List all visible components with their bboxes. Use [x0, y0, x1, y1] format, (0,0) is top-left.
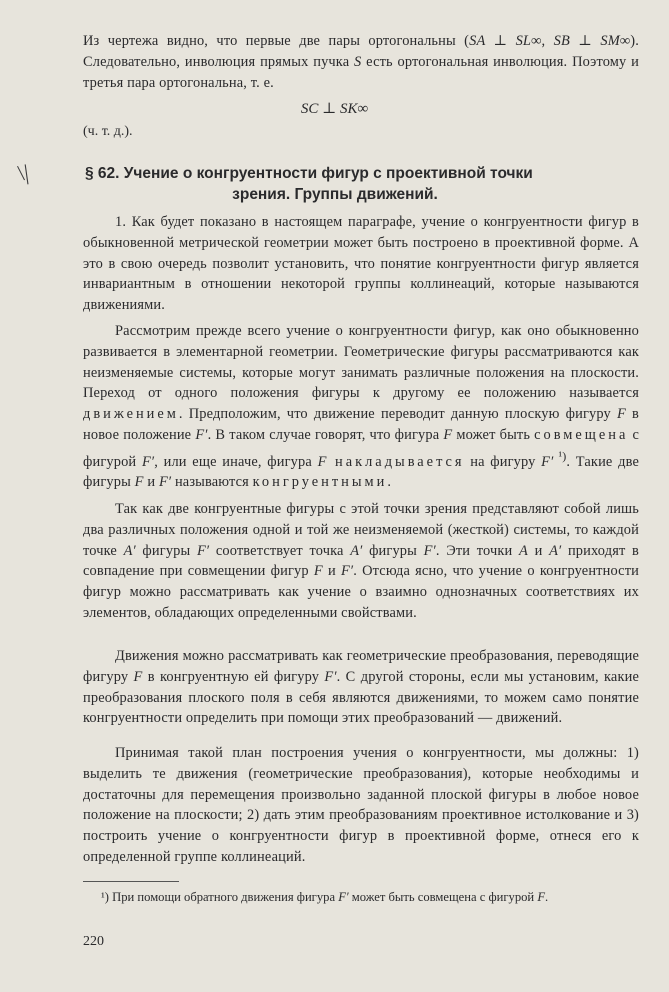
term-movement: движением: [83, 406, 179, 423]
footnote-ref: ¹): [553, 448, 567, 463]
section-heading-line1: § 62. Учение о конгруентности фигур с проективной точки: [85, 165, 533, 182]
text: есть ортогональная инволюция. Поэтому и третья пара ортогональна, т. е.: [83, 53, 639, 91]
page-number: 220: [83, 934, 104, 949]
paragraph-1: 1. Как будет показано в настоящем параграфе, учение о конгруентности фигур в обыкновенной метрической геометрии может быть построено в проективной форме. А это в свою очередь позволит установить, что понятие конгруентности фигур является инвариантным в отношении некоторой группы коллинеаций, которые называются движениями.: [83, 214, 639, 314]
section-heading: [85, 163, 645, 205]
text: Из чертежа видно, что первые две пары ортогональны (: [83, 33, 470, 49]
qed-note: (ч. т. д.).: [83, 124, 133, 139]
paragraph-3: Так как две конгруентные фигуры с этой точки зрения представляют собой лишь два различных положения одной и той же неизменяемой (жесткой) системы, то каждой точке A′ фигуры F′ соответствует точка A′ фигуры F′. Эти точки A и A′ приходят в совпадение при совмещении фигур F и F′. Отсюда ясно, что учение о конгруентности фигур можно рассматривать как учение о взаимно однозначных соответствиях их элементов, обладающих определенными свойствами.: [83, 501, 639, 621]
paragraph-5: Принимая такой план построения учения о конгруентности, мы должны: 1) выделить те движения (геометрические преобразования), которые необходимы и достаточны для перемещения произвольно заданной плоской фигуры в любое новое положение на плоскости; 2) дать этим преобразованиям проективное истолкование и 3) построить учение о конгруентности фигур в проективной форме, отнеся его к определенной группе коллинеаций.: [83, 745, 639, 865]
text: ,: [541, 33, 554, 49]
math-variable: S: [354, 53, 362, 70]
footnote: ¹) При помощи обратного движения фигура F′ может быть совмещена с фигурой F.: [101, 890, 549, 904]
margin-pencil-mark: \|: [16, 159, 31, 186]
text: ). Следовательно, инволюция прямых пучка: [83, 33, 639, 70]
display-formula: SC ⊥ SK∞: [300, 101, 369, 117]
term-coincided: совмещена: [534, 426, 629, 443]
math-expression: SA ⊥ SL∞: [469, 33, 542, 49]
term-superimposed: накладывается: [326, 453, 465, 470]
paragraph-2: Рассмотрим прежде всего учение о конгруентности фигур, как оно обыкновенно развивается в элементарной геометрии. Геометрические фигуры рассматриваются как неизменяемые системы, которые могут занимать различные положения на плоскости. Переход от одного положения фигуры к другому ее положению называется движением. Предположим, что движение переводит данную плоскую фигуру F в новое положение F′. В таком случае говорят, что фигура F может быть совмещена с фигурой F′, или еще иначе, фигура F накладывается на фигуру F′ $^{^1)}$. Такие две фигуры F и F′ называются конгруентными.: [83, 323, 639, 491]
paragraph-4: Движения можно рассматривать как геометрические преобразования, переводящие фигуру F в конгруентную ей фигуру F′. С другой стороны, если мы установим, какие преобразования плоского поля в себя являются движениями, то можем само понятие конгруентности определить при помощи этих преобразований — движений.: [83, 648, 639, 727]
term-congruent: конгруентными: [252, 474, 388, 491]
section-heading-line2: зрения. Группы движений.: [232, 186, 438, 203]
math-expression: SB ⊥ SM∞: [553, 33, 631, 49]
top-paragraph: [83, 31, 639, 93]
footnote-divider: [83, 881, 179, 882]
